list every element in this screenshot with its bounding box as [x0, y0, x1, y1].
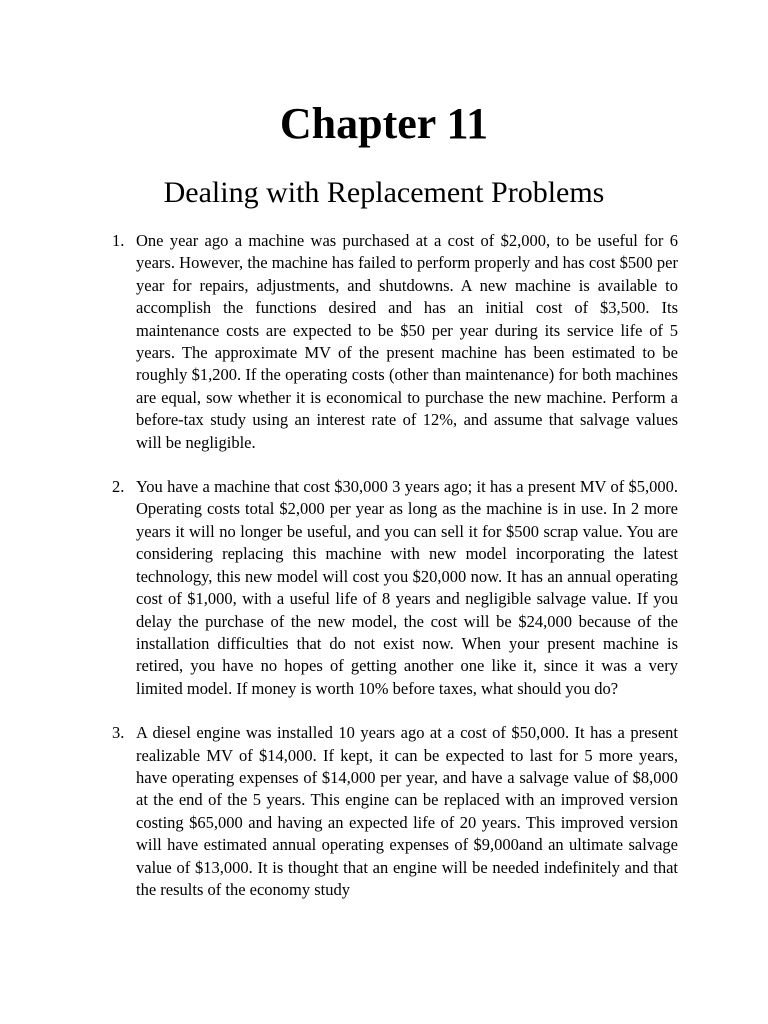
problem-item	[112, 230, 678, 454]
chapter-title: Chapter 11	[279, 99, 489, 148]
chapter-subtitle: Dealing with Replacement Problems	[163, 176, 605, 209]
problem-item	[112, 476, 678, 700]
problem-text: A diesel engine was installed 10 years ago at a cost of $50,000. It has a present realizable MV of $14,000. If kept, it can be expected to last for 5 more years, have operating expenses of $14,000 per year, and have a salvage value of $8,000 at the end of the 5 years. This engine can be replaced with an improved version costing $65,000 and having an expected life of 20 years. This improved version will have estimated annual operating expenses of $9,000and an ultimate salvage value of $13,000. It is thought that an engine will be needed indefinitely and that the results of the economy study	[136, 723, 678, 899]
problem-number: 2.	[112, 477, 125, 497]
problem-item	[112, 722, 678, 901]
problem-text: One year ago a machine was purchased at a cost of $2,000, to be useful for 6 years. However, the machine has failed to perform properly and has cost $500 per year for repairs, adjustments, and shutdowns. A new machine is available to accomplish the functions desired and has an initial cost of $3,500. Its maintenance costs are expected to be $50 per year during its service life of 5 years. The approximate MV of the present machine has been estimated to be roughly $1,200. If the operating costs (other than maintenance) for both machines are equal, sow whether it is economical to purchase the new machine. Perform a before-tax study using an interest rate of 12%, and assume that salvage values will be negligible.	[136, 231, 678, 452]
problem-number: 1.	[112, 231, 125, 250]
problem-list	[112, 230, 678, 923]
problem-number: 3.	[112, 723, 125, 743]
problem-text: You have a machine that cost $30,000 3 years ago; it has a present MV of $5,000. Operating costs total $2,000 per year as long as the machine is in use. In 2 more years it will no longer be useful, and you can sell it for $500 scrap value. You are considering replacing this machine with new model incorporating the latest technology, this new model will cost you $20,000 now. It has an annual operating cost of $1,000, with a useful life of 8 years and negligible salvage value. If you delay the purchase of the new model, the cost will be $24,000 because of the installation difficulties that do not exist now. When your present machine is retired, you have no hopes of getting another one like it, since it was a very limited model. If money is worth 10% before taxes, what should you do?	[136, 477, 678, 698]
